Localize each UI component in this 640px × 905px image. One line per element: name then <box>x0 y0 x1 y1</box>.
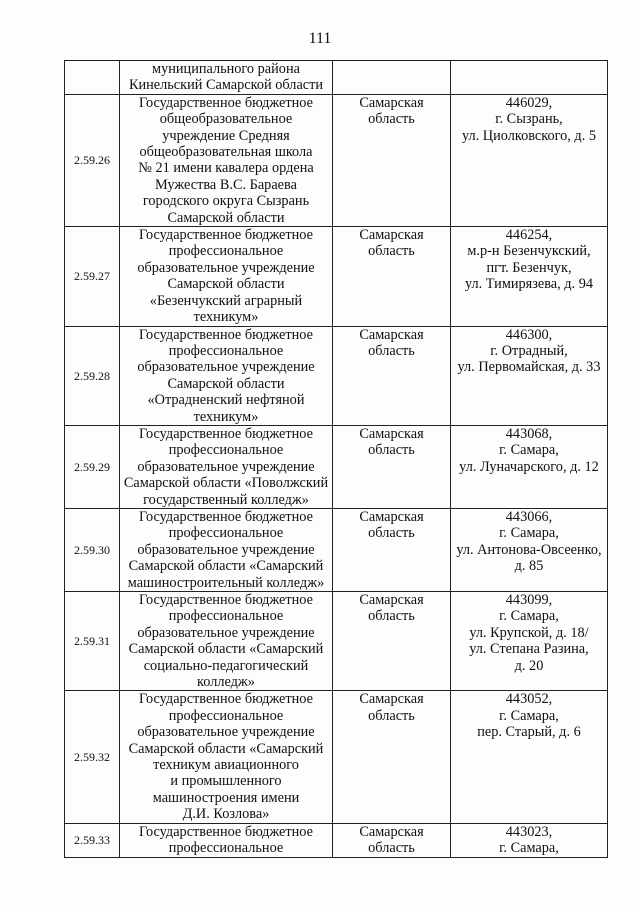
institution-name-line: Государственное бюджетное <box>139 326 313 343</box>
region-line: область <box>368 442 415 459</box>
region-cell <box>333 326 451 425</box>
region-line: область <box>368 243 415 260</box>
institution-name-line: образовательное учреждение <box>137 359 315 376</box>
address-line: пер. Старый, д. 6 <box>477 724 581 741</box>
table-row <box>65 227 608 326</box>
institution-name-line: образовательное учреждение <box>137 259 315 276</box>
institution-name-cell <box>120 691 333 823</box>
institution-name-line: техникум авиационного <box>153 757 299 774</box>
address-cell <box>451 508 608 591</box>
region-line: Самарская <box>359 592 424 608</box>
region-cell <box>333 691 451 823</box>
region-cell <box>333 94 451 226</box>
address-line: ул. Антонова-Овсеенко, <box>456 541 602 558</box>
address-line: м.р-н Безенчукский, <box>467 243 591 260</box>
institution-name-line: «Отрадненский нефтяной <box>147 392 305 409</box>
address-line: 443068, <box>505 425 553 442</box>
institution-name-line: муниципального района <box>152 61 300 77</box>
region-cell <box>333 592 451 691</box>
institution-name-line: учреждение Средняя <box>162 127 290 144</box>
institution-name-line: профессиональное <box>168 525 284 542</box>
region-line: область <box>368 525 415 542</box>
address-line: ул. Крупской, д. 18/ <box>469 624 589 641</box>
address-line: д. 85 <box>514 558 544 575</box>
institution-name-cell <box>120 508 333 591</box>
address-line: 446029, <box>505 94 553 111</box>
row-number-cell: 2.59.32 <box>65 691 120 823</box>
row-number-cell <box>65 61 120 95</box>
table-row <box>65 508 608 591</box>
institution-name-line: Самарской области «Самарский <box>128 558 324 575</box>
institution-name-line: техникум» <box>193 309 259 326</box>
institution-name-line: Мужества В.С. Бараева <box>155 176 297 193</box>
institution-name-line: образовательное учреждение <box>137 624 315 641</box>
institution-name-line: общеобразовательное <box>159 111 293 128</box>
institution-name-line: № 21 имени кавалера ордена <box>138 160 314 177</box>
address-line: 443023, <box>505 823 553 840</box>
address-cell <box>451 425 608 508</box>
region-cell <box>333 823 451 857</box>
institution-name-line: машиностроения имени <box>152 789 300 806</box>
institution-name-line: Государственное бюджетное <box>139 425 313 442</box>
region-cell <box>333 227 451 326</box>
institution-name-line: Государственное бюджетное <box>139 691 313 708</box>
region-line: Самарская <box>359 326 424 343</box>
institution-name-line: и промышленного <box>170 773 282 790</box>
address-line: ул. Луначарского, д. 12 <box>459 458 599 475</box>
institution-name-line: Д.И. Козлова» <box>182 806 270 823</box>
table-row <box>65 425 608 508</box>
address-cell <box>451 94 608 226</box>
institution-name-line: машиностроительный колледж» <box>127 574 325 591</box>
table-row <box>65 691 608 823</box>
table-row <box>65 326 608 425</box>
region-line: область <box>368 707 415 724</box>
institution-name-line: «Безенчукский аграрный <box>149 292 303 309</box>
institution-name-line: Самарской области <box>167 209 285 226</box>
address-line: г. Самара, <box>499 840 559 857</box>
region-cell <box>333 508 451 591</box>
page-number: 111 <box>308 30 332 47</box>
row-number-cell: 2.59.29 <box>65 425 120 508</box>
institution-name-line: колледж» <box>197 674 255 691</box>
institution-name-cell <box>120 94 333 226</box>
institution-name-line: общеобразовательная школа <box>139 144 313 161</box>
address-cell <box>451 61 608 95</box>
region-line: Самарская <box>359 425 424 442</box>
region-line: Самарская <box>359 691 424 708</box>
institution-name-line: профессиональное <box>168 608 284 625</box>
institution-name-line: социально-педагогический <box>143 657 309 674</box>
address-line: ул. Степана Разина, <box>469 641 589 658</box>
region-line: Самарская <box>359 823 424 840</box>
address-line: ул. Первомайская, д. 33 <box>457 359 601 376</box>
row-number-cell: 2.59.27 <box>65 227 120 326</box>
institution-name-line: техникум» <box>193 408 259 425</box>
address-line: 446300, <box>505 326 553 343</box>
institution-name-line: Самарской области «Самарский <box>128 641 324 658</box>
address-cell <box>451 592 608 691</box>
registry-table <box>64 60 608 858</box>
region-line: область <box>368 608 415 625</box>
institution-name-line: профессиональное <box>168 840 284 857</box>
address-cell <box>451 326 608 425</box>
institution-name-cell <box>120 61 333 95</box>
row-number-cell: 2.59.33 <box>65 823 120 857</box>
institution-name-line: городского округа Сызрань <box>142 193 310 210</box>
table-row <box>65 94 608 226</box>
row-number-cell: 2.59.31 <box>65 592 120 691</box>
address-line: 443099, <box>505 592 553 608</box>
institution-name-line: Государственное бюджетное <box>139 94 313 111</box>
institution-name-line: профессиональное <box>168 342 284 359</box>
address-line: г. Самара, <box>499 525 559 542</box>
table-row <box>65 61 608 95</box>
address-line: пгт. Безенчук, <box>486 259 572 276</box>
address-line: ул. Циолковского, д. 5 <box>462 127 596 144</box>
institution-name-line: Государственное бюджетное <box>139 227 313 244</box>
institution-name-cell <box>120 823 333 857</box>
institution-name-cell <box>120 425 333 508</box>
address-cell <box>451 823 608 857</box>
region-cell <box>333 61 451 95</box>
region-line: область <box>368 840 415 857</box>
registry-table-body <box>65 61 608 858</box>
region-line: Самарская <box>359 94 424 111</box>
institution-name-line: Кинельский Самарской области <box>128 77 324 94</box>
institution-name-line: образовательное учреждение <box>137 724 315 741</box>
address-line: ул. Тимирязева, д. 94 <box>464 276 594 293</box>
region-line: Самарская <box>359 227 424 244</box>
institution-name-cell <box>120 326 333 425</box>
address-cell <box>451 227 608 326</box>
institution-name-line: Самарской области <box>167 375 285 392</box>
row-number-cell: 2.59.28 <box>65 326 120 425</box>
institution-name-line: Самарской области «Самарский <box>128 740 324 757</box>
address-line: 446254, <box>505 227 553 244</box>
institution-name-line: профессиональное <box>168 707 284 724</box>
institution-name-line: Государственное бюджетное <box>139 592 313 608</box>
institution-name-line: образовательное учреждение <box>137 541 315 558</box>
region-line: область <box>368 342 415 359</box>
table-row <box>65 823 608 857</box>
region-cell <box>333 425 451 508</box>
institution-name-line: образовательное учреждение <box>137 458 315 475</box>
region-line: Самарская <box>359 508 424 525</box>
address-line: 443066, <box>505 508 553 525</box>
institution-name-cell <box>120 592 333 691</box>
address-line: г. Отрадный, <box>490 342 568 359</box>
row-number-cell: 2.59.26 <box>65 94 120 226</box>
row-number-cell: 2.59.30 <box>65 508 120 591</box>
address-line: 443052, <box>505 691 553 708</box>
institution-name-line: Самарской области <box>167 276 285 293</box>
address-line: г. Самара, <box>499 707 559 724</box>
address-line: г. Самара, <box>499 442 559 459</box>
address-line: г. Самара, <box>499 608 559 625</box>
institution-name-line: Самарской области «Поволжский <box>123 475 329 492</box>
address-cell <box>451 691 608 823</box>
address-line: д. 20 <box>514 657 544 674</box>
institution-name-line: Государственное бюджетное <box>139 508 313 525</box>
institution-name-cell <box>120 227 333 326</box>
institution-name-line: профессиональное <box>168 243 284 260</box>
institution-name-line: государственный колледж» <box>143 491 309 508</box>
table-row <box>65 592 608 691</box>
institution-name-line: профессиональное <box>168 442 284 459</box>
institution-name-line: Государственное бюджетное <box>139 823 313 840</box>
region-line: область <box>368 111 415 128</box>
address-line: г. Сызрань, <box>495 111 563 128</box>
